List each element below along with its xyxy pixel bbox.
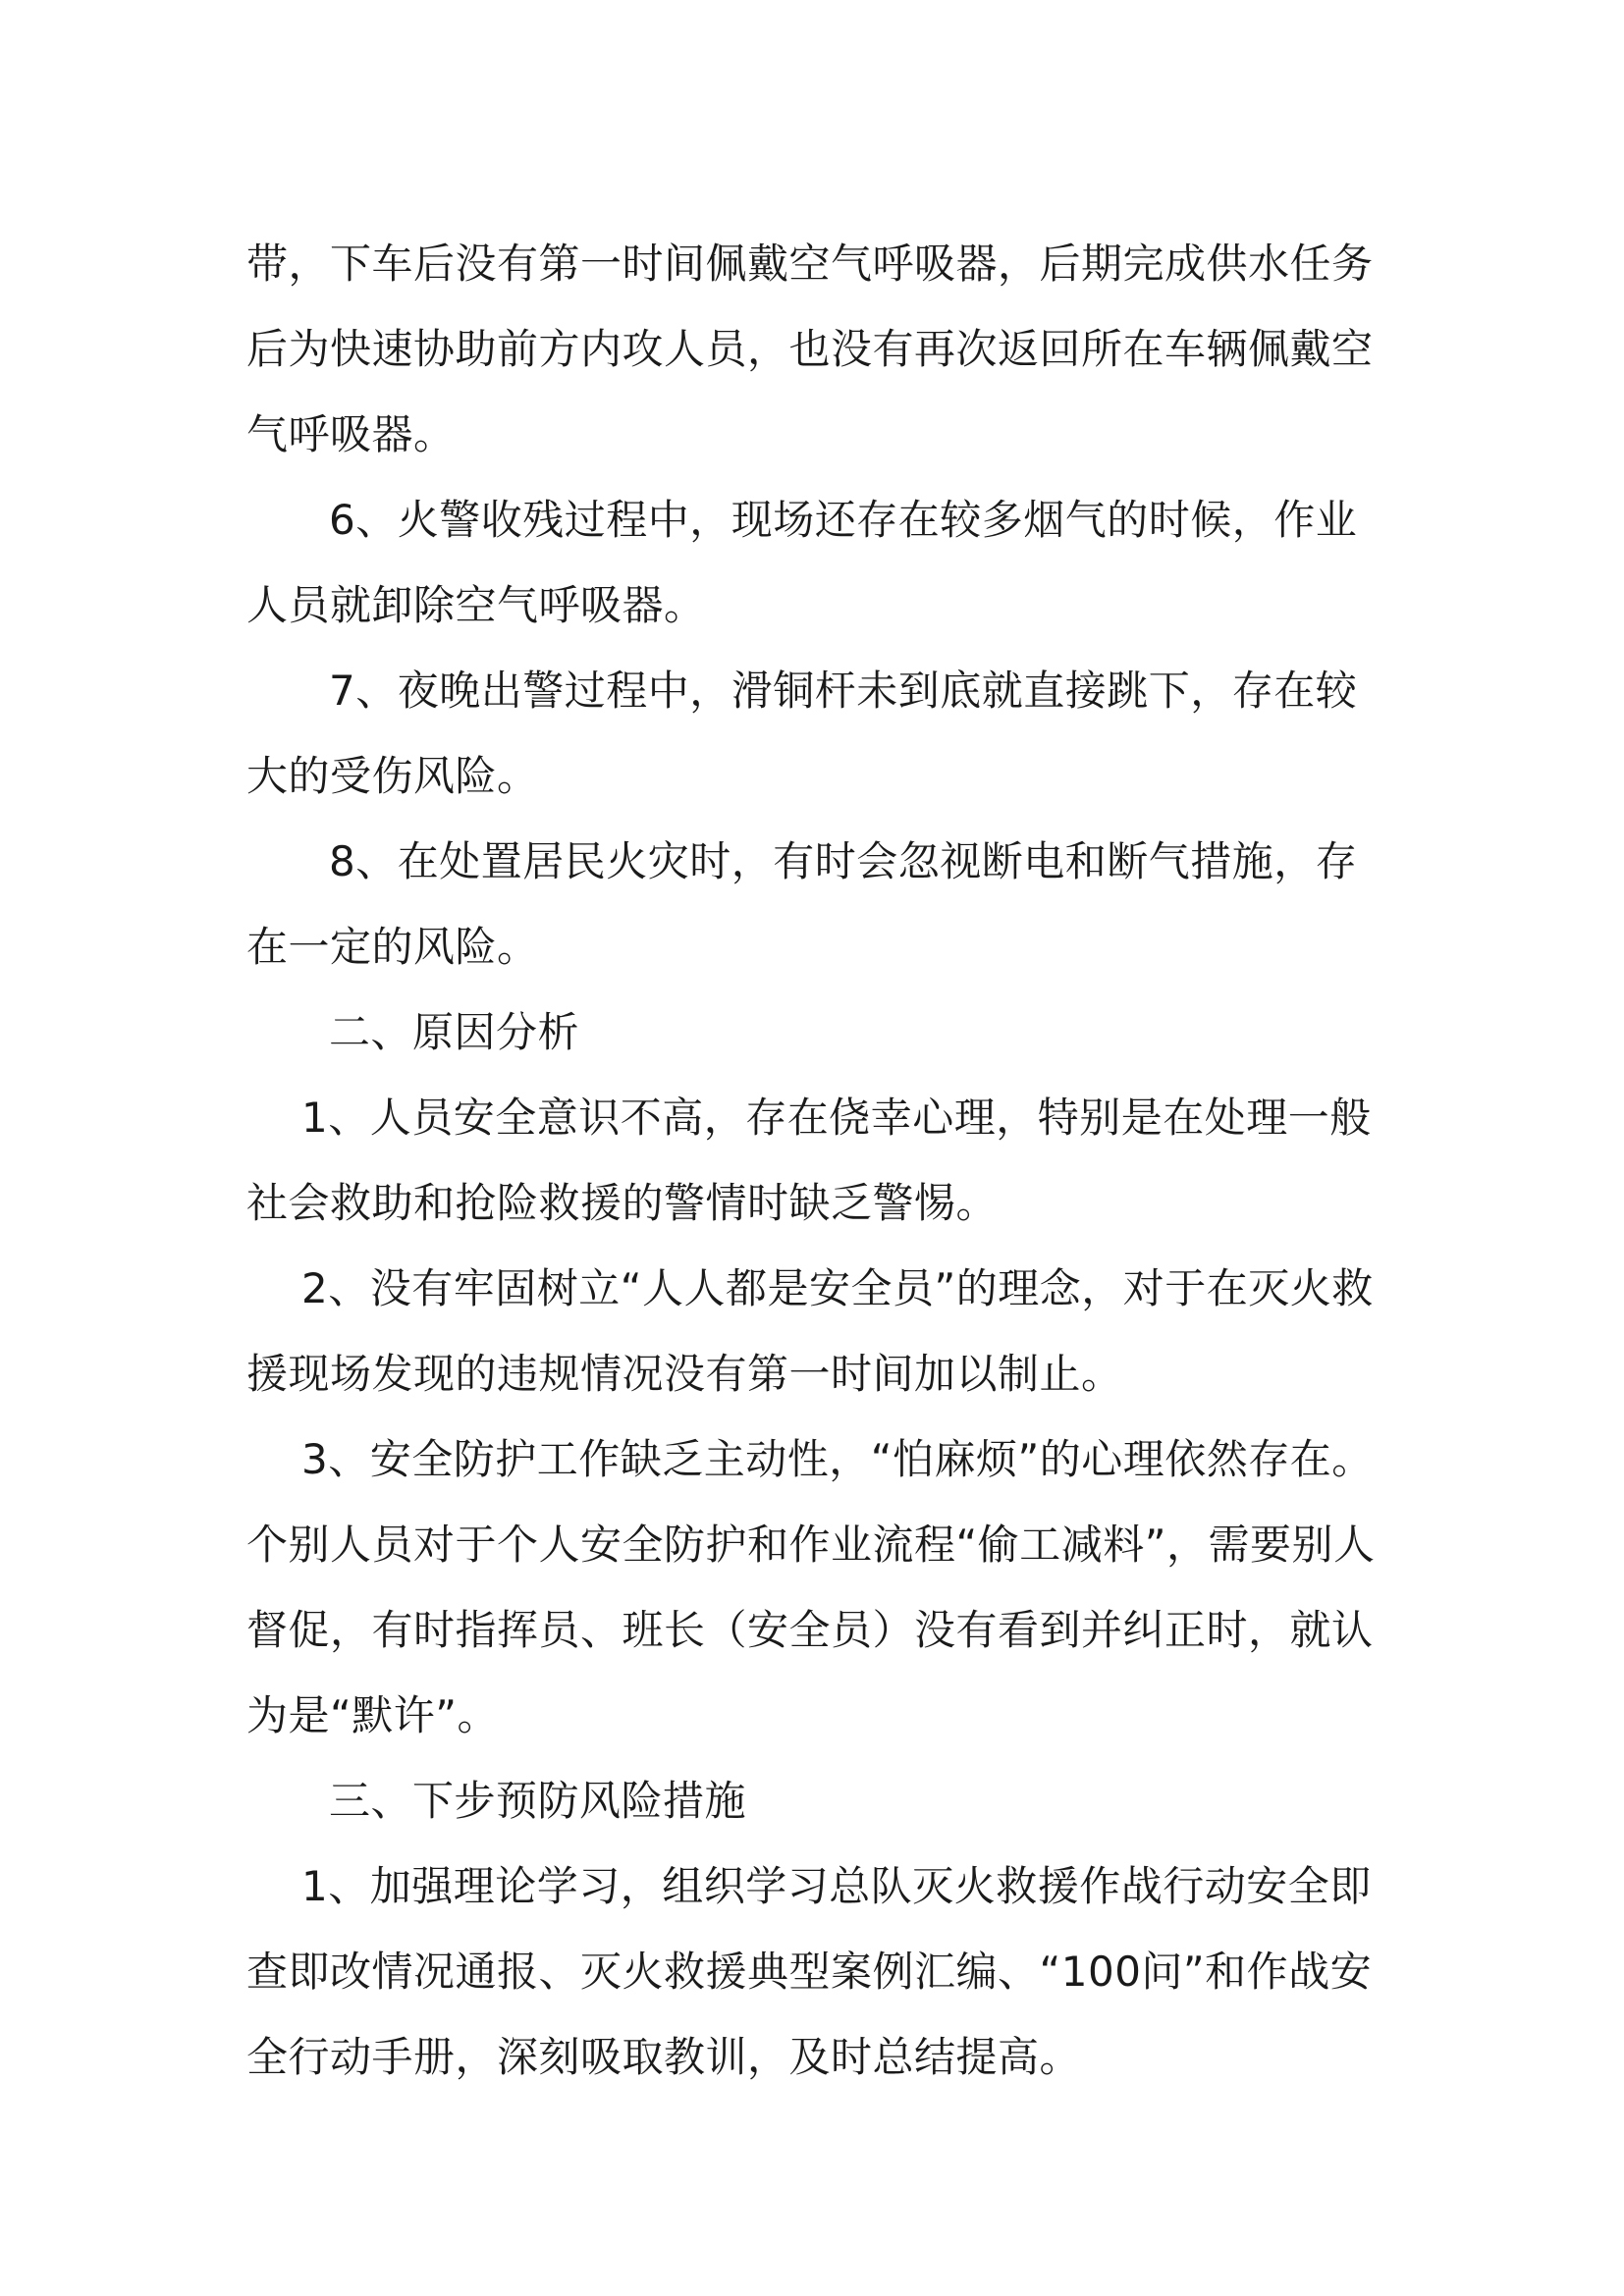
paragraph-measure-1: 1、加强理论学习，组织学习总队灭火救援作战行动安全即查即改情况通报、灭火救援典型案例汇编、“100问”和作战安全行动手册，深刻吸取教训，及时总结提高。 xyxy=(246,1862,1373,2081)
paragraph-continued: 带，下车后没有第一时间佩戴空气呼吸器，后期完成供水任务后为快速协助前方内攻人员，也没有再次返回所在车辆佩戴空气呼吸器。 xyxy=(246,240,1374,458)
section-heading-cause-analysis: 二、原因分析 xyxy=(329,1008,580,1056)
paragraph-cause-2: 2、没有牢固树立“人人都是安全员”的理念，对于在灭火救援现场发现的违规情况没有第一时间加以制止。 xyxy=(246,1264,1374,1398)
paragraph-cause-3: 3、安全防护工作缺乏主动性，“怕麻烦”的心理依然存在。个别人员对于个人安全防护和作业流程“偷工减料”，需要别人督促，有时指挥员、班长（安全员）没有看到并纠正时，就认为是“默许”。 xyxy=(246,1435,1376,1739)
paragraph-item-7: 7、夜晚出警过程中，滑铜杆未到底就直接跳下，存在较大的受伤风险。 xyxy=(246,667,1358,800)
paragraph-cause-1: 1、人员安全意识不高，存在侥幸心理，特别是在处理一般社会救助和抢险救援的警情时缺乏警惕。 xyxy=(246,1094,1372,1227)
paragraph-item-8: 8、在处置居民火灾时，有时会忽视断电和断气措施，存在一定的风险。 xyxy=(246,837,1358,971)
document-body xyxy=(246,221,1385,2100)
section-heading-prevention-measures: 三、下步预防风险措施 xyxy=(329,1777,747,1825)
paragraph-item-6: 6、火警收残过程中，现场还存在较多烟气的时候，作业人员就卸除空气呼吸器。 xyxy=(246,496,1358,629)
